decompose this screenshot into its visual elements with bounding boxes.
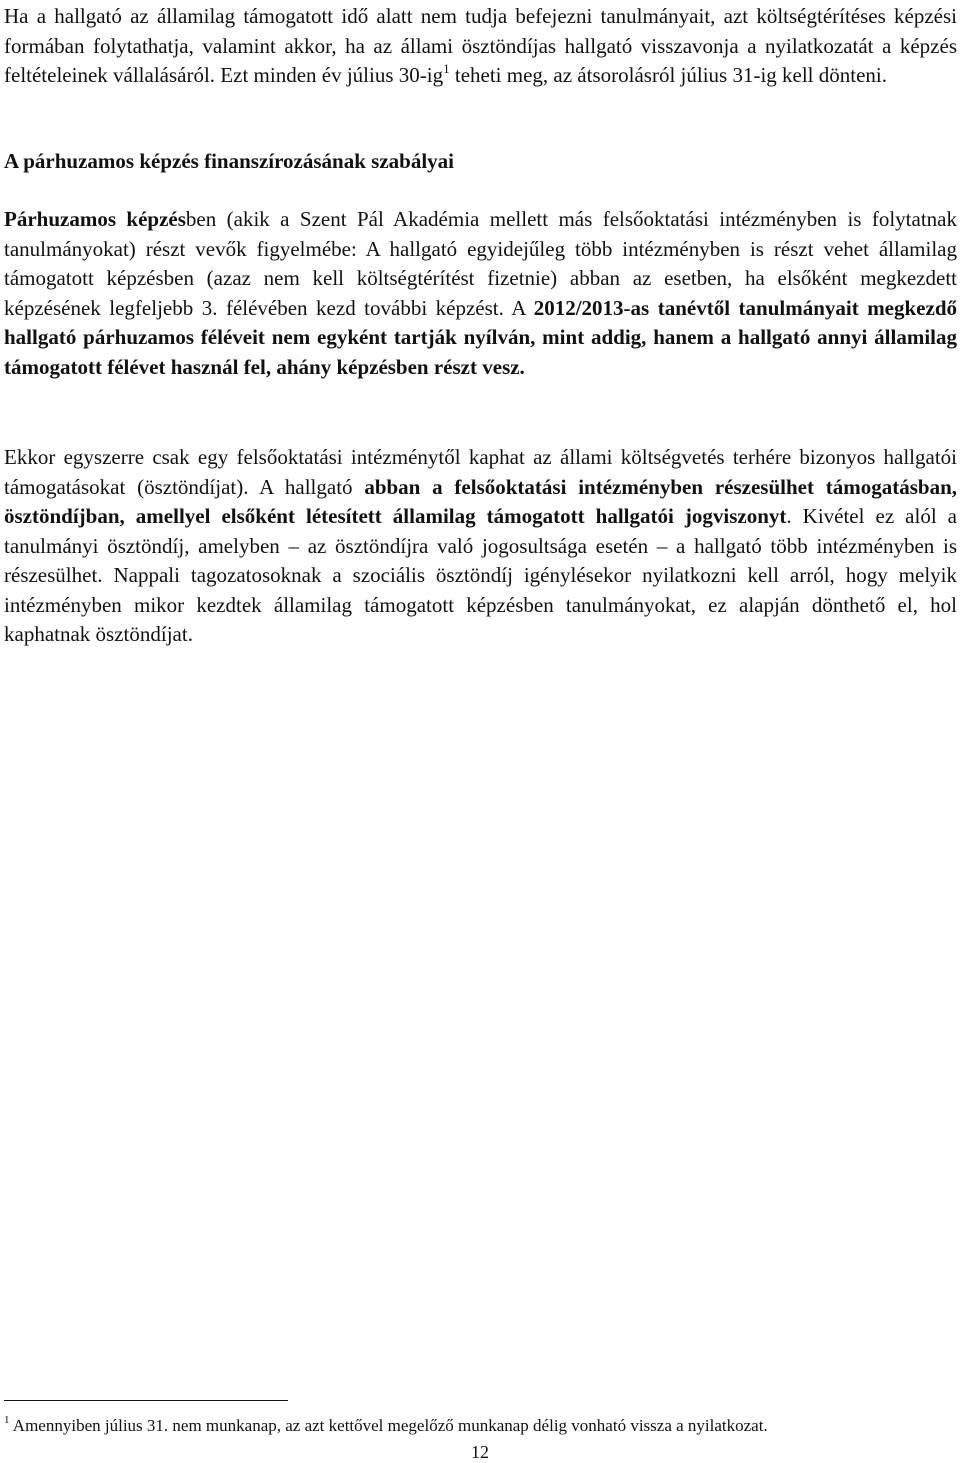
- paragraph-scholarship-rules: [4, 443, 957, 650]
- footnote-separator: [4, 1400, 288, 1401]
- paragraph-2-bold-2: 2012/2013-as tanévtől tanulmányait megkezdő hallgató párhuzamos féléveit nem egyként tartják nyílván, mint addig, hanem a hallgató annyi államilag támogatott félévet használ fel, ahány képzésben részt vesz.: [4, 295, 958, 379]
- section-heading: A párhuzamos képzés finanszírozásának szabályai: [4, 149, 454, 173]
- paragraph-2-text-1: ben (akik a Szent Pál Akadémia mellett más felsőoktatási intézményben is folytatnak tanulmányokat) részt vevők figyelmébe: A hallgató egyidejűleg több intézményben is részt vehet államilag támogatott képzésben (azaz nem kell költségtérítést fizetnie) abban az esetben, ha elsőként megkezdett képzésének legfeljebb 3. félévében kezd további képzést. A: [4, 207, 957, 320]
- footnote: [4, 1415, 954, 1437]
- footnote-reference[interactable]: 1: [443, 61, 450, 76]
- paragraph-3-text-1: Ekkor egyszerre csak egy felsőoktatási intézménytől kaphat az állami költségvetés terhére bizonyos hallgatói támogatásokat (ösztöndíjat). A hallgató: [4, 445, 957, 499]
- paragraph-1-text-b: teheti meg, az átsorolásról július 31-ig kell dönteni.: [449, 63, 888, 87]
- page-number: 12: [471, 1442, 489, 1462]
- paragraph-3-bold-1: abban a felsőoktatási intézményben részesülhet támogatásban, ösztöndíjban, amellyel elsőként létesített államilag támogatott hallgatói jogviszonyt: [4, 474, 957, 528]
- footnote-text: Amennyiben július 31. nem munkanap, az azt kettővel megelőző munkanap délig vonható vissza a nyilatkozat.: [9, 1416, 768, 1435]
- paragraph-state-funding-transfer: [4, 2, 957, 91]
- paragraph-3-text-2: . Kivétel ez alól a tanulmányi ösztöndíj, amelyben – az ösztöndíjra való jogosultsága esetén – a hallgató több intézményben is részesülhet. Nappali tagozatosoknak a szociális ösztöndíj igénylésekor nyilatkozni kell arról, hogy melyik intézményben mikor kezdtek államilag támogatott képzésben tanulmányokat, ez alapján dönthető el, hol kaphatnak ösztöndíjat.: [4, 504, 958, 646]
- paragraph-1-text-a: Ha a hallgató az államilag támogatott idő alatt nem tudja befejezni tanulmányait, azt költségtérítéses képzési formában folytathatja, valamint akkor, ha az állami ösztöndíjas hallgató visszavonja a nyilatkozatát a képzés feltételeinek vállalásáról. Ezt minden év július 30-ig: [4, 4, 957, 87]
- paragraph-parallel-training: [4, 205, 957, 382]
- paragraph-2-bold-1: Párhuzamos képzés: [4, 207, 186, 231]
- footnote-marker: 1: [4, 1414, 10, 1427]
